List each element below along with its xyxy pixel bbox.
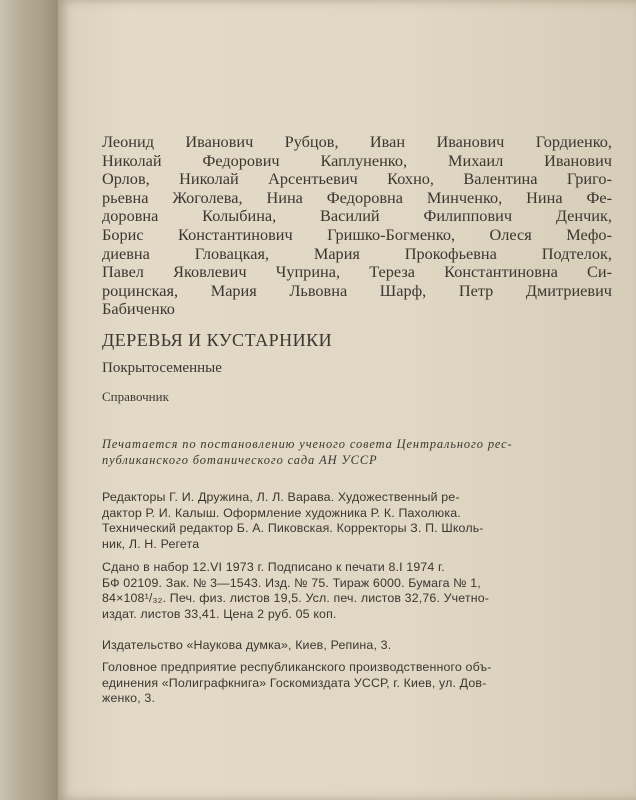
book-subtitle: Покрытосеменные [102,360,222,376]
enterprise-line: Головное предприятие республиканского производственного объ- [102,660,492,674]
editors-credits [102,490,622,552]
editors-line: ник, Л. Н. Регета [102,536,200,551]
authors-line: Борис Константинович Гришко-Богменко, Олеся Мефо- [102,224,612,244]
authors-line: диевна Гловацкая, Мария Прокофьевна Подтелок, [102,243,612,263]
authors-line: Бабиченко [102,299,175,319]
authors-line: рьевна Жоголева, Нина Федоровна Минченко, Нина Фе- [102,187,612,207]
authors-line: Николай Федорович Каплуненко, Михаил Иванович [102,150,612,170]
book-gutter [0,0,58,800]
print-line: БФ 02109. Зак. № 3—1543. Изд. № 75. Тираж 6000. Бумага № 1, [102,575,481,590]
authors-line: Орлов, Николай Арсентьевич Кохно, Валентина Григо- [102,169,612,189]
print-line: 84×108¹/₃₂. Печ. физ. листов 19,5. Усл. печ. листов 32,76. Учетно- [102,591,490,606]
book-kind: Справочник [102,389,169,404]
authors-line: роцинская, Мария Львовна Шарф, Петр Дмитриевич [102,280,612,300]
enterprise-line: женко, 3. [102,691,156,706]
print-line: Сдано в набор 12.VI 1973 г. Подписано к печати 8.I 1974 г. [102,560,445,574]
printing-enterprise [102,660,622,707]
enterprise-line: единения «Полиграфкнига» Госкомиздата УССР, г. Киев, ул. Дов- [102,675,487,690]
editors-line: Технический редактор Б. А. Пиковская. Корректоры З. П. Школь- [102,521,484,536]
editors-line: Редакторы Г. И. Дружина, Л. Л. Варава. Художественный ре- [102,490,460,504]
publication-decree [102,436,607,468]
book-page [58,0,636,800]
authors-line: Павел Яковлевич Чуприна, Тереза Константиновна Си- [102,262,612,282]
decree-line: Печатается по постановлению ученого совета Центрального рес- [102,437,513,451]
authors-list [102,133,612,319]
publisher-line: Издательство «Наукова думка», Киев, Репина, 3. [102,638,392,652]
book-title: ДЕРЕВЬЯ И КУСТАРНИКИ [102,330,333,350]
editors-line: дактор Р. И. Калыш. Оформление художника Р. К. Пахолюка. [102,505,461,520]
authors-line: доровна Колыбина, Василий Филиппович Денчик, [102,206,612,226]
print-line: издат. листов 33,41. Цена 2 руб. 05 коп. [102,606,337,621]
decree-line: публиканского ботанического сада АН УССР [102,453,378,467]
print-details [102,560,622,622]
authors-line: Леонид Иванович Рубцов, Иван Иванович Гордиенко, [102,132,612,151]
